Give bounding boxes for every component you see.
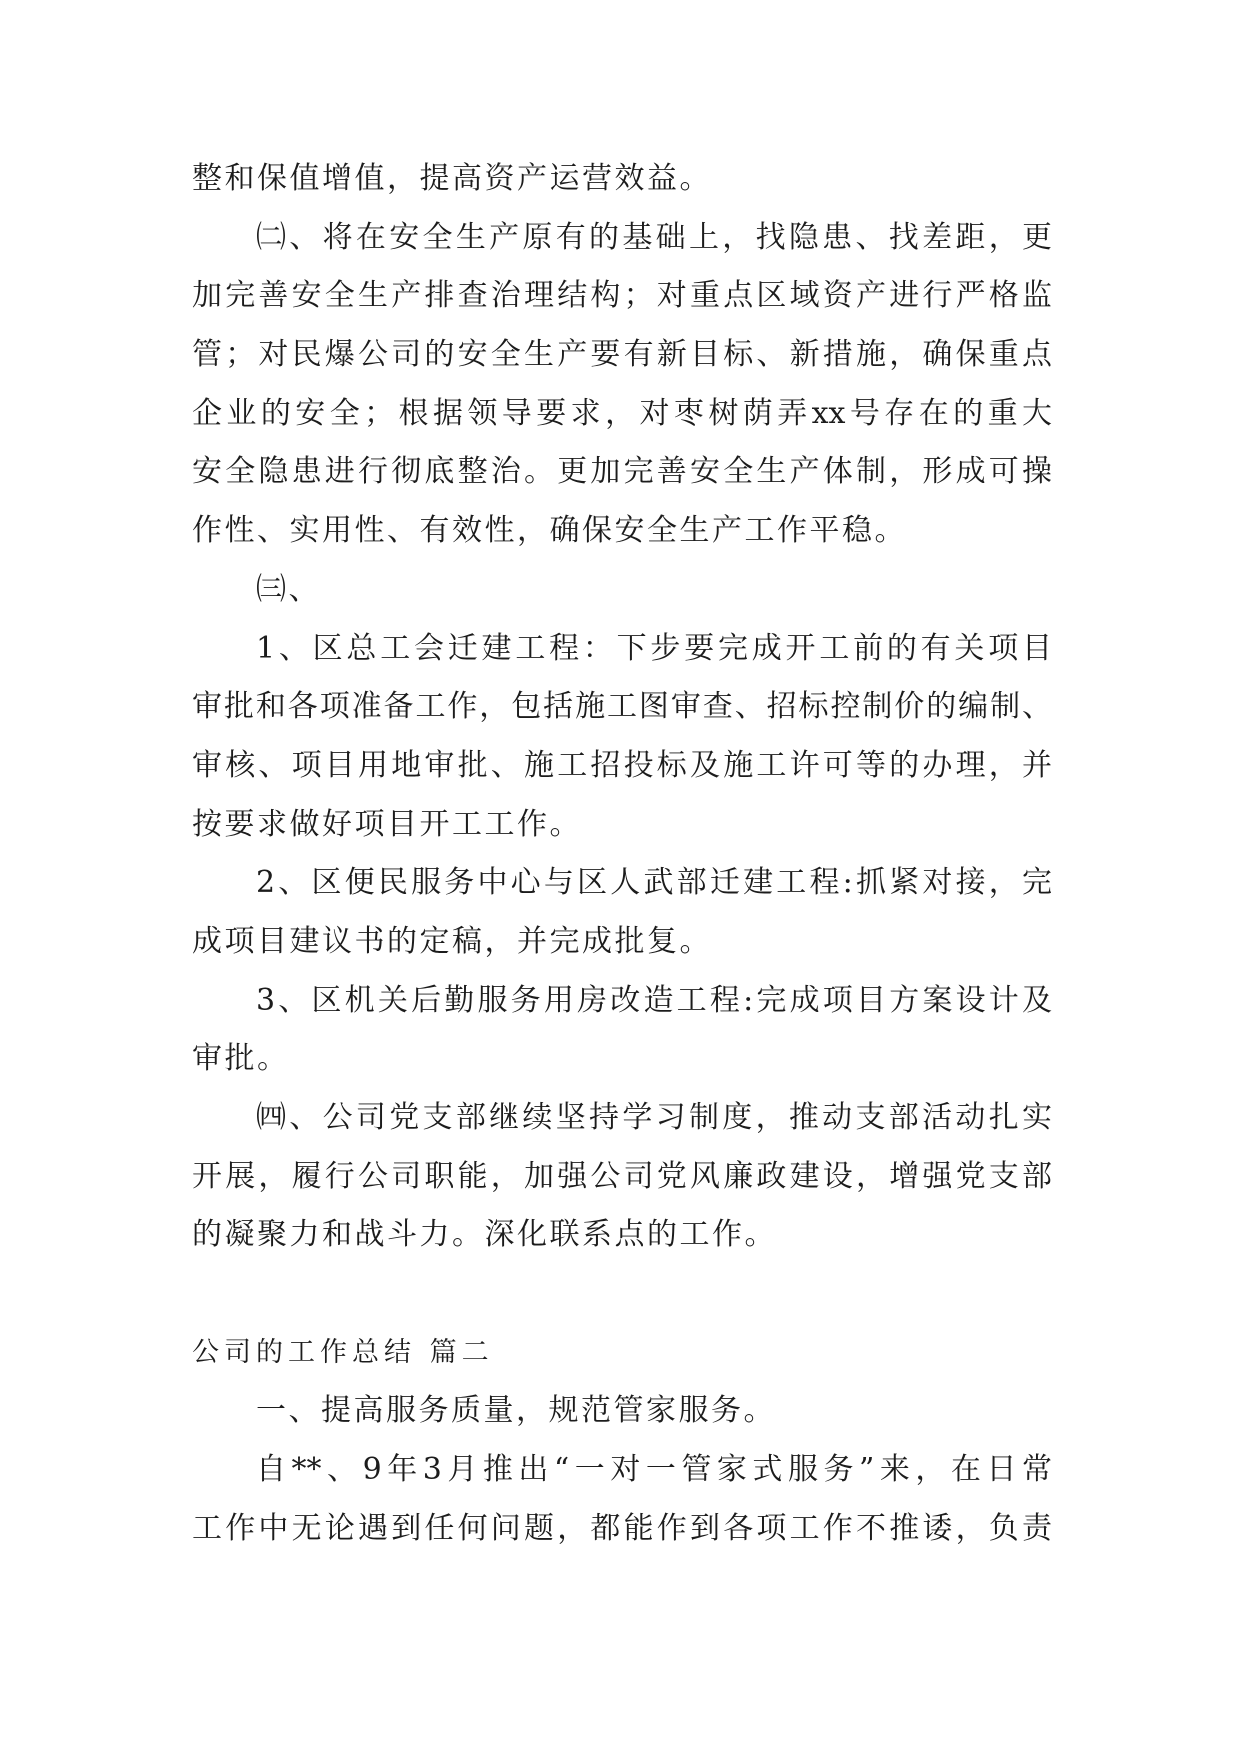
point-1-heading: 一、提高服务质量，规范管家服务。: [256, 1393, 776, 1429]
sub-item-1: [192, 620, 1052, 855]
text-line: 安全隐患进行彻底整治。更加完善安全生产体制，形成可操: [192, 454, 1052, 490]
sub-item-2: [192, 854, 1052, 971]
document-body: [192, 150, 1052, 1559]
text-line: 工作中无论遇到任何问题，都能作到各项工作不推诿，负责: [192, 1510, 1052, 1546]
text-line: 加完善安全生产排查治理结构；对重点区域资产进行严格监: [192, 278, 1052, 314]
text-line: 企业的安全；根据领导要求，对枣树荫弄xx号存在的重大: [192, 395, 1052, 431]
paragraph-item-4: [192, 1089, 1052, 1265]
text-line: 审批。: [192, 1041, 290, 1077]
text-line: 审核、项目用地审批、施工招投标及施工许可等的办理，并: [192, 747, 1052, 783]
paragraph-item-3: [192, 561, 1052, 1089]
paragraph-item-2: [192, 209, 1052, 561]
text-line: 整和保值增值，提高资产运营效益。: [192, 161, 712, 196]
text-line: 自**、9年3月推出“一对一管家式服务”来，在日常: [256, 1452, 1052, 1488]
text-line: ㈡、将在安全生产原有的基础上，找隐患、找差距，更: [256, 219, 1052, 255]
text-line: 管；对民爆公司的安全生产要有新目标、新措施，确保重点: [192, 337, 1052, 373]
section-title: 公司的工作总结 篇二: [192, 1336, 494, 1368]
text-line: 成项目建议书的定稿，并完成批复。: [192, 923, 712, 959]
text-line: 2、区便民服务中心与区人武部迁建工程:抓紧对接，完: [256, 865, 1052, 901]
blank-line: [192, 1265, 1052, 1324]
text-line: 的凝聚力和战斗力。深化联系点的工作。: [192, 1217, 777, 1253]
section-part-2: [192, 1324, 1052, 1559]
item-3-heading: ㈢、: [256, 571, 321, 607]
text-line: 按要求做好项目开工工作。: [192, 806, 582, 842]
paragraph-continuation: [192, 150, 1052, 209]
text-line: 1、区总工会迁建工程：下步要完成开工前的有关项目: [256, 630, 1052, 666]
text-line: ㈣、公司党支部继续坚持学习制度，推动支部活动扎实: [256, 1100, 1052, 1135]
text-line: 开展，履行公司职能，加强公司党风廉政建设，增强党支部: [192, 1158, 1052, 1194]
text-line: 作性、实用性、有效性，确保安全生产工作平稳。: [192, 513, 907, 549]
text-line: 审批和各项准备工作，包括施工图审查、招标控制价的编制、: [192, 689, 1052, 725]
text-line: 3、区机关后勤服务用房改造工程:完成项目方案设计及: [256, 982, 1052, 1018]
sub-item-3: [192, 972, 1052, 1089]
